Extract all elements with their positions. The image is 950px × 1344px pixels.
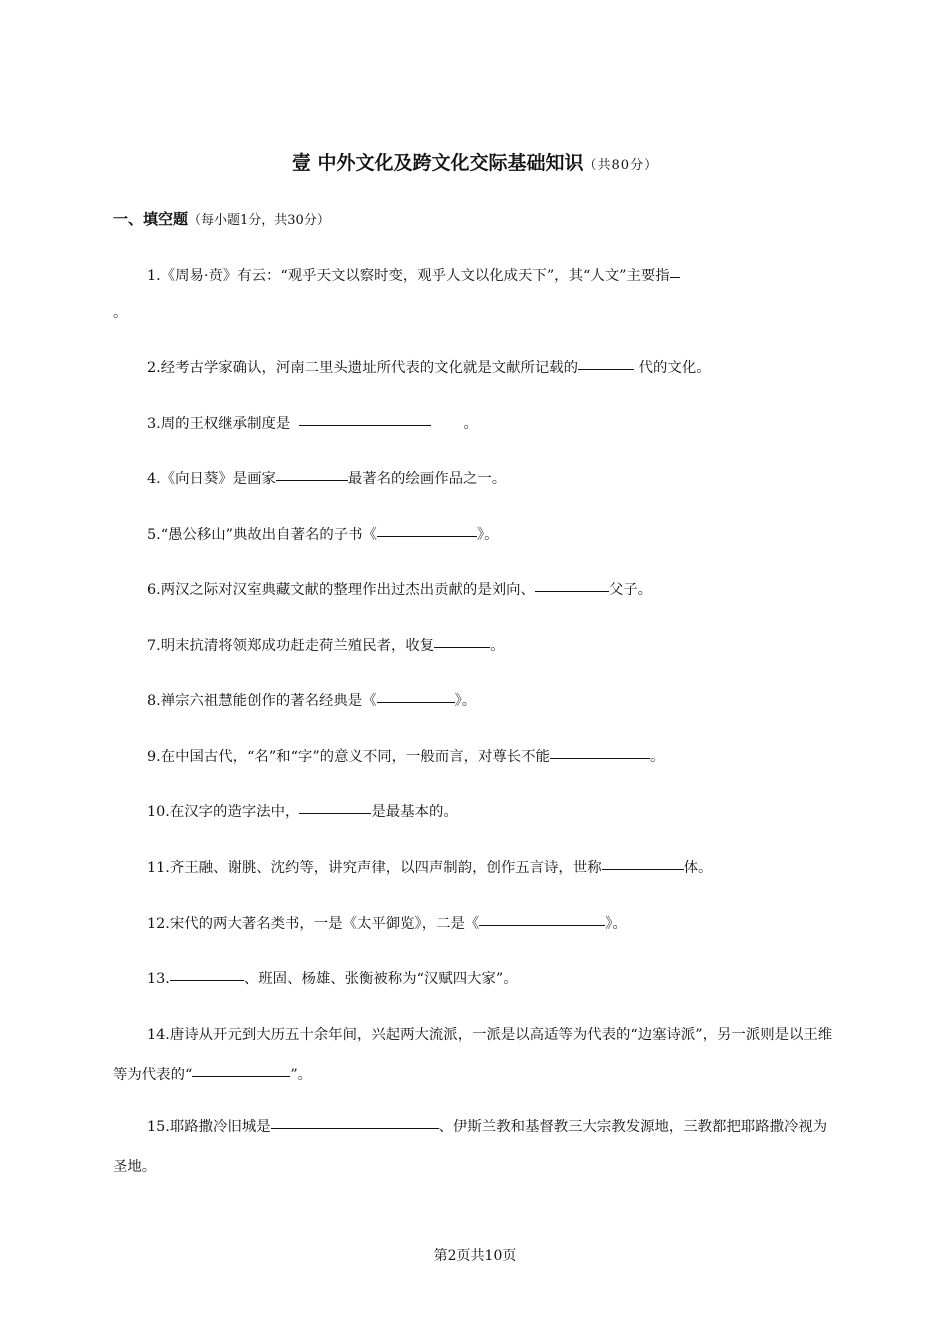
answer-blank[interactable] [434, 646, 490, 648]
answer-blank[interactable] [377, 701, 455, 703]
answer-blank[interactable] [578, 368, 634, 370]
question-14: 14.唐诗从开元到大历五十余年间，兴起两大流派，一派是以高适等为代表的“边塞诗派”，另一派则是以王维等为代表的“ ”。 [113, 1027, 833, 1083]
answer-blank[interactable] [276, 479, 348, 481]
question-10: 10.在汉字的造字法中， 是最基本的。 [147, 804, 458, 820]
question-13: 13. 、班固、杨雄、张衡被称为“汉赋四大家”。 [147, 971, 518, 987]
answer-blank[interactable] [170, 979, 244, 981]
answer-blank[interactable] [299, 424, 431, 426]
page-title: 壹 中外文化及跨文化交际基础知识（共80分） [291, 152, 659, 174]
question-3: 3.周的王权继承制度是 。 [147, 416, 478, 432]
answer-blank[interactable] [192, 1075, 290, 1077]
answer-blank[interactable] [550, 757, 650, 759]
answer-blank[interactable] [299, 812, 371, 814]
question-12: 12.宋代的两大著名类书，一是《太平御览》，二是《 》。 [147, 916, 627, 932]
question-15: 15.耶路撒冷旧城是 、伊斯兰教和基督教三大宗教发源地，三教都把耶路撒冷视为圣地。 [113, 1119, 828, 1175]
question-1-tail: 。 [113, 305, 128, 321]
question-8: 8.禅宗六祖慧能创作的著名经典是《 》。 [147, 693, 477, 709]
question-11: 11.齐王融、谢朓、沈约等，讲究声律，以四声制韵，创作五言诗，世称 体。 [147, 860, 713, 876]
answer-blank[interactable] [377, 535, 477, 537]
question-1: 1.《周易·贲》有云：“观乎天文以察时变，观乎人文以化成天下”，其“人文”主要指 [113, 257, 838, 295]
page-footer: 第2页共10页 [433, 1248, 517, 1264]
question-7: 7.明末抗清将领郑成功赶走荷兰殖民者，收复 。 [147, 638, 505, 654]
question-5: 5.“愚公移山”典故出自著名的子书《 》。 [147, 527, 499, 543]
answer-blank[interactable] [670, 276, 680, 278]
answer-blank[interactable] [535, 590, 609, 592]
question-6: 6.两汉之际对汉室典藏文献的整理作出过杰出贡献的是刘向、 父子。 [147, 582, 653, 598]
question-9: 9.在中国古代，“名”和“字”的意义不同，一般而言，对尊长不能 。 [147, 749, 665, 765]
answer-blank[interactable] [271, 1127, 439, 1129]
answer-blank[interactable] [602, 868, 684, 870]
section-heading: 一、填空题（每小题1分，共30分） [113, 210, 330, 228]
question-4: 4.《向日葵》是画家 最著名的绘画作品之一。 [147, 471, 507, 487]
answer-blank[interactable] [479, 924, 605, 926]
question-2: 2.经考古学家确认，河南二里头遗址所代表的文化就是文献所记载的 代的文化。 [147, 360, 711, 376]
